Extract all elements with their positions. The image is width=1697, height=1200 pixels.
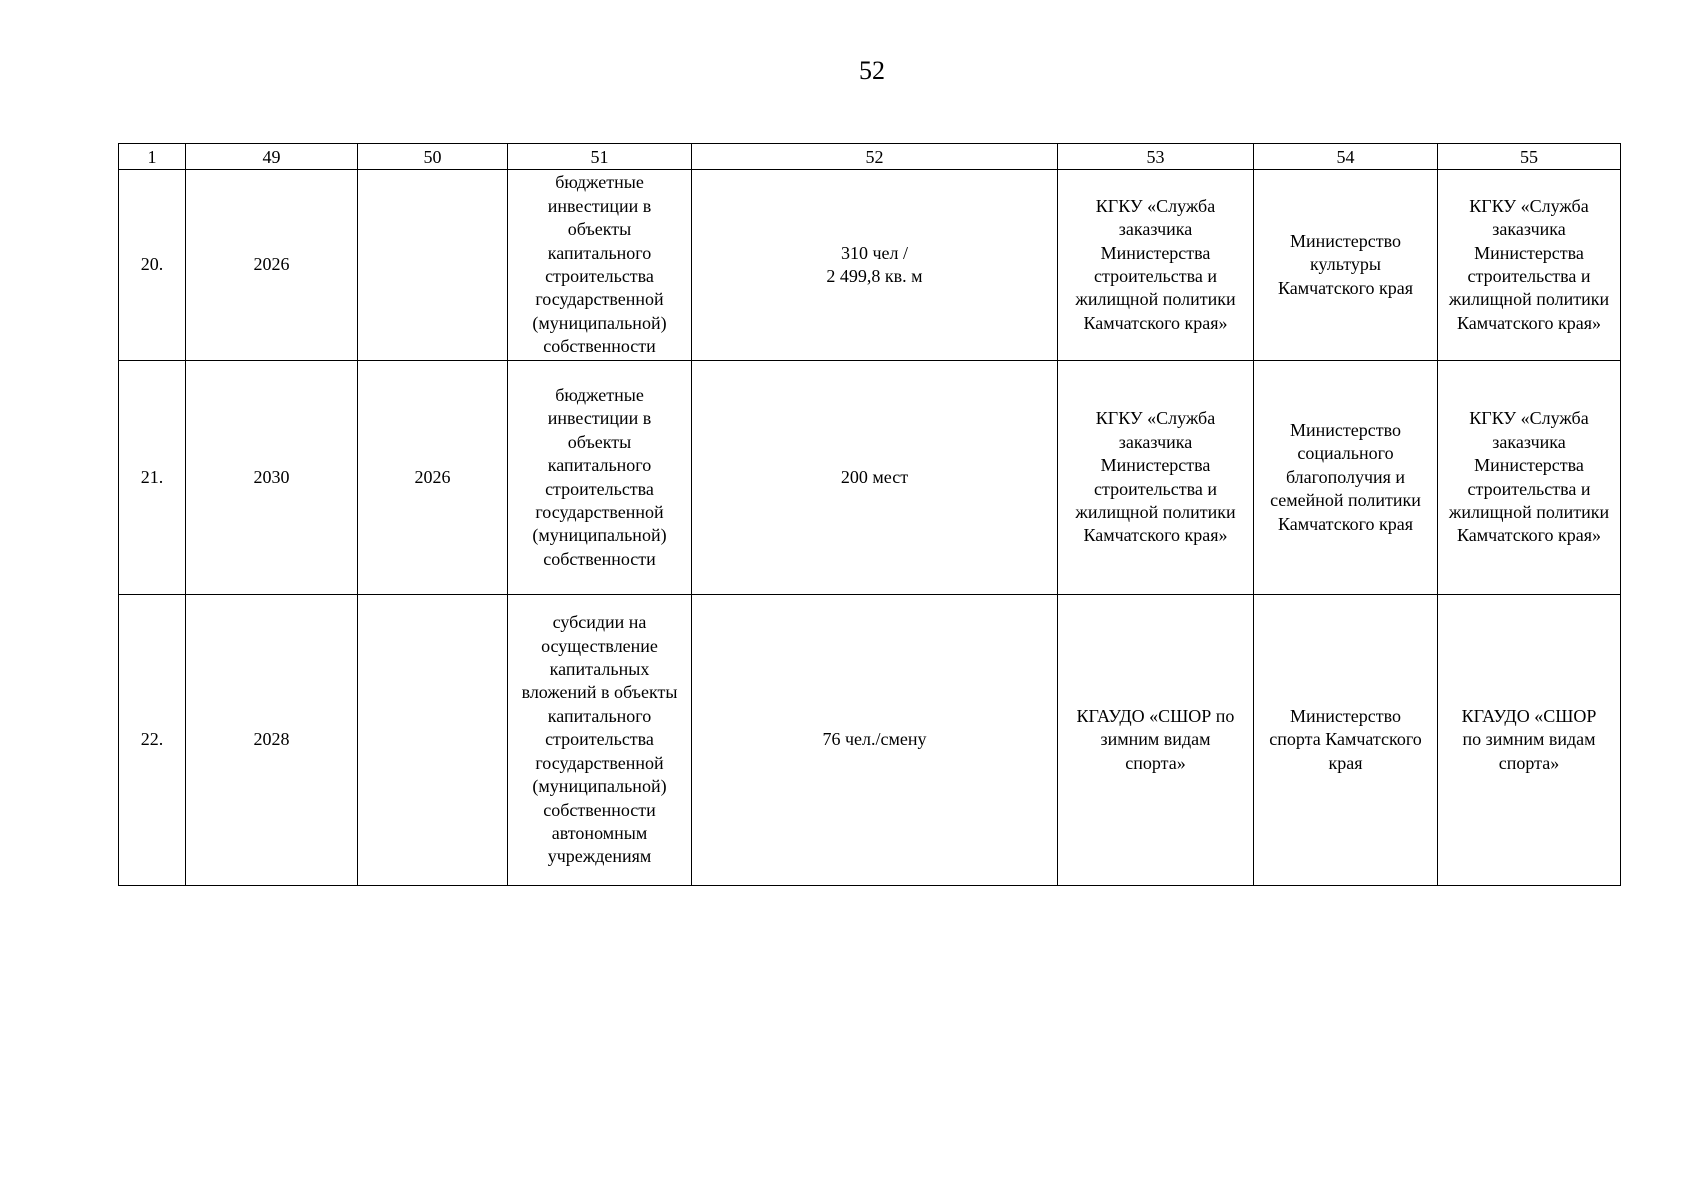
row-number-cell: 20. bbox=[119, 170, 186, 361]
table-row bbox=[119, 595, 1621, 886]
row-number-cell: 22. bbox=[119, 595, 186, 886]
cell-col-55: КГКУ «Служба заказчика Министерства строительства и жилищной политики Камчатского края» bbox=[1438, 170, 1621, 361]
header-cell-52: 52 bbox=[692, 144, 1058, 170]
cell-col-54: Министерство социального благополучия и семейной политики Камчатского края bbox=[1254, 361, 1438, 595]
header-cell-55: 55 bbox=[1438, 144, 1621, 170]
header-cell-54: 54 bbox=[1254, 144, 1438, 170]
row-number-cell: 21. bbox=[119, 361, 186, 595]
cell-col-52: 76 чел./смену bbox=[692, 595, 1058, 886]
cell-col-54: Министерство культуры Камчатского края bbox=[1254, 170, 1438, 361]
table-row bbox=[119, 170, 1621, 361]
cell-col-53: КГКУ «Служба заказчика Министерства строительства и жилищной политики Камчатского края» bbox=[1058, 361, 1254, 595]
cell-col-52: 310 чел / 2 499,8 кв. м bbox=[692, 170, 1058, 361]
header-cell-1: 1 bbox=[119, 144, 186, 170]
cell-col-54: Министерство спорта Камчатского края bbox=[1254, 595, 1438, 886]
cell-col-50: 2026 bbox=[358, 361, 508, 595]
cell-col-53: КГКУ «Служба заказчика Министерства строительства и жилищной политики Камчатского края» bbox=[1058, 170, 1254, 361]
cell-col-50 bbox=[358, 595, 508, 886]
cell-col-55: КГКУ «Служба заказчика Министерства строительства и жилищной политики Камчатского края» bbox=[1438, 361, 1621, 595]
cell-col-51: бюджетные инвестиции в объекты капитального строительства государственной (муниципальной) собственности bbox=[508, 361, 692, 595]
table-row bbox=[119, 361, 1621, 595]
header-cell-53: 53 bbox=[1058, 144, 1254, 170]
cell-col-49: 2030 bbox=[186, 361, 358, 595]
data-table bbox=[118, 143, 1621, 886]
page-number: 52 bbox=[859, 56, 885, 85]
cell-col-49: 2028 bbox=[186, 595, 358, 886]
cell-col-53: КГАУДО «СШОР по зимним видам спорта» bbox=[1058, 595, 1254, 886]
cell-col-51: бюджетные инвестиции в объекты капитального строительства государственной (муниципальной) собственности bbox=[508, 170, 692, 361]
header-cell-49: 49 bbox=[186, 144, 358, 170]
cell-col-50 bbox=[358, 170, 508, 361]
column-number-row bbox=[119, 144, 1621, 170]
cell-col-51: субсидии на осуществление капитальных вложений в объекты капитального строительства государственной (муниципальной) собственности автономным учреждениям bbox=[508, 595, 692, 886]
cell-col-49: 2026 bbox=[186, 170, 358, 361]
header-cell-51: 51 bbox=[508, 144, 692, 170]
header-cell-50: 50 bbox=[358, 144, 508, 170]
cell-col-52: 200 мест bbox=[692, 361, 1058, 595]
cell-col-55: КГАУДО «СШОР по зимним видам спорта» bbox=[1438, 595, 1621, 886]
